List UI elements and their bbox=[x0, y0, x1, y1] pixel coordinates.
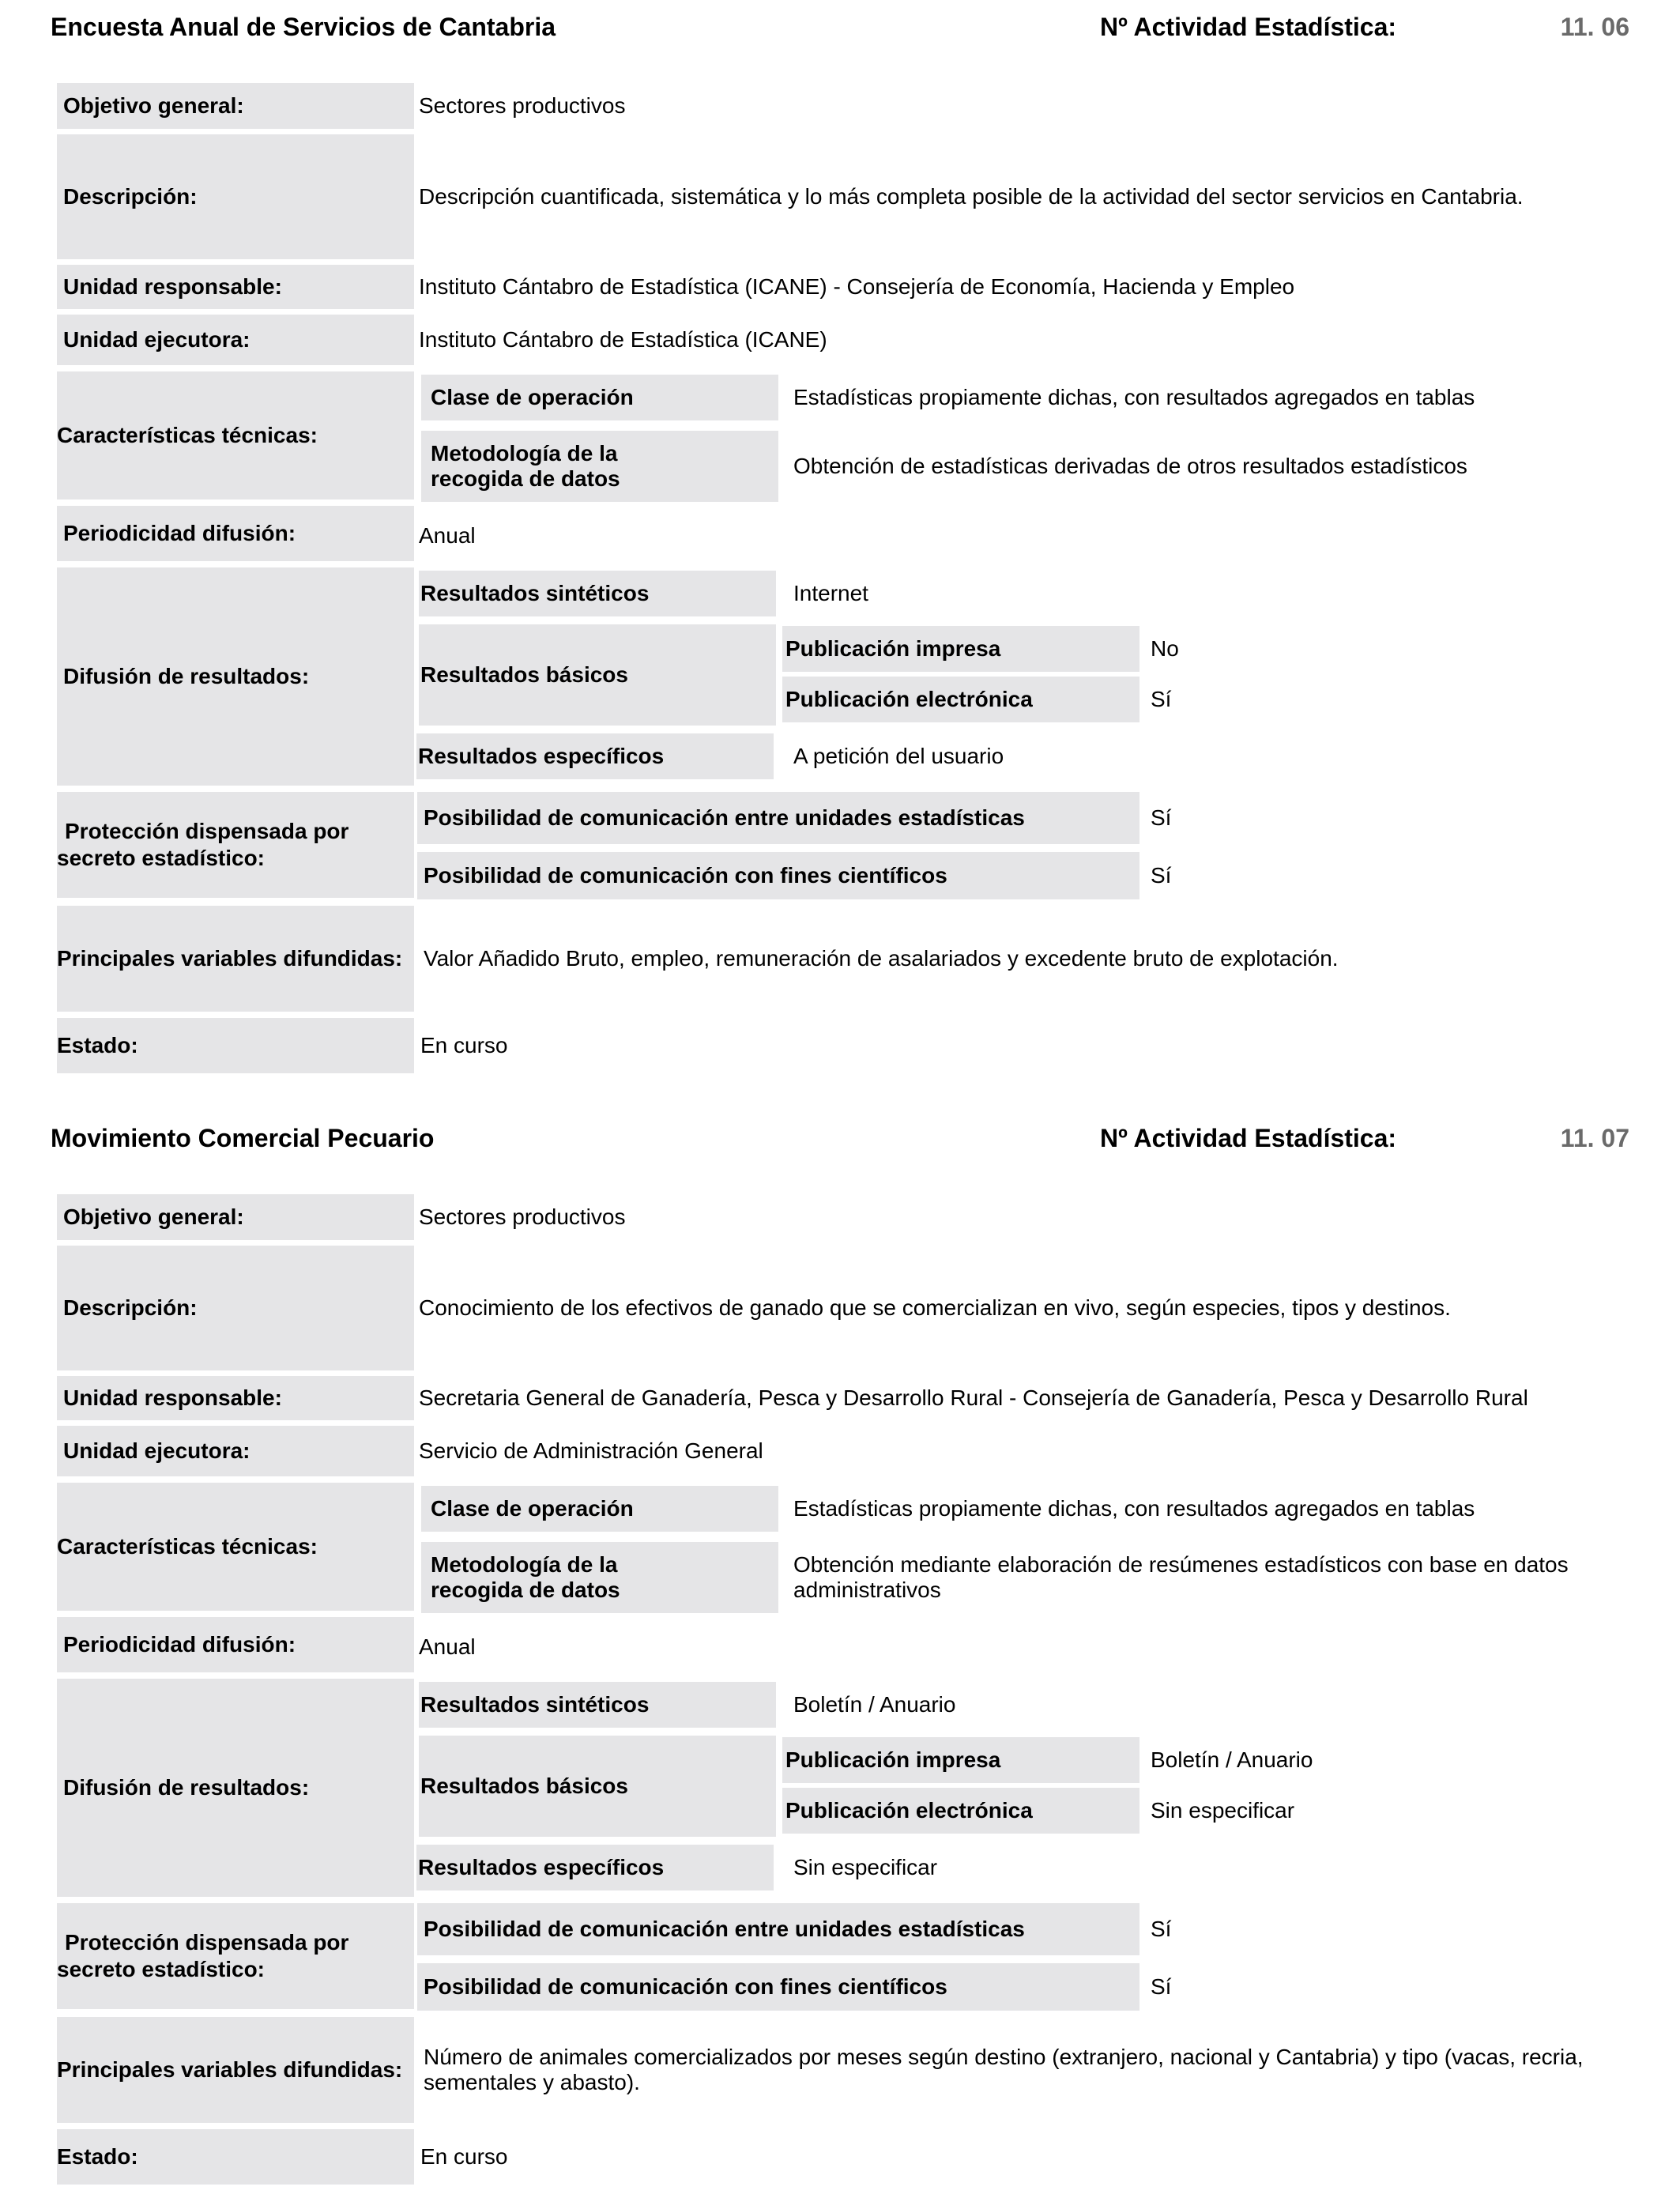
objetivo-value: Sectores productivos bbox=[419, 93, 626, 118]
proteccion-label bbox=[57, 792, 414, 898]
descripcion-label: Descripción: bbox=[57, 134, 414, 259]
com-cientificos-value: Sí bbox=[1151, 1974, 1172, 1999]
sinteticos-value: Boletín / Anuario bbox=[793, 1692, 956, 1717]
metodologia-label bbox=[421, 1542, 778, 1613]
basicos-label: Resultados básicos bbox=[419, 624, 776, 726]
com-cientificos-label: Posibilidad de comunicación con fines científicos bbox=[417, 1963, 1139, 2011]
com-cientificos-label: Posibilidad de comunicación con fines científicos bbox=[417, 852, 1139, 899]
ejecutora-label: Unidad ejecutora: bbox=[57, 1426, 414, 1476]
com-unidades-value: Sí bbox=[1151, 805, 1172, 830]
ejecutora-value: Servicio de Administración General bbox=[419, 1438, 763, 1463]
activity-number-label: Nº Actividad Estadística: bbox=[1100, 13, 1397, 41]
variables-value: Número de animales comercializados por meses según destino (extranjero, nacional y Cantabria) y tipo (vacas, recria, sementales y abasto). bbox=[424, 2045, 1584, 2094]
objetivo-label: Objetivo general: bbox=[57, 83, 414, 129]
sinteticos-value: Internet bbox=[793, 581, 868, 605]
periodicidad-value: Anual bbox=[419, 1634, 476, 1659]
com-unidades-label: Posibilidad de comunicación entre unidades estadísticas bbox=[417, 1903, 1139, 1955]
ejecutora-value: Instituto Cántabro de Estadística (ICANE) bbox=[419, 327, 827, 352]
activity-number: 11. 06 bbox=[1560, 13, 1629, 41]
descripcion-value: Descripción cuantificada, sistemática y lo más completa posible de la actividad del sector servicios en Cantabria. bbox=[419, 184, 1524, 209]
sinteticos-label: Resultados sintéticos bbox=[419, 1682, 776, 1728]
proteccion-label-line1: Protección dispensada por bbox=[65, 1930, 349, 1955]
clase-value: Estadísticas propiamente dichas, con resultados agregados en tablas bbox=[793, 385, 1475, 409]
impresa-value: No bbox=[1151, 636, 1179, 661]
caracteristicas-label: Características técnicas: bbox=[57, 371, 414, 499]
section-title: Encuesta Anual de Servicios de Cantabria bbox=[51, 13, 556, 41]
estado-label: Estado: bbox=[57, 1018, 414, 1073]
difusion-label: Difusión de resultados: bbox=[57, 1679, 414, 1897]
impresa-value: Boletín / Anuario bbox=[1151, 1747, 1313, 1772]
activity-number-label: Nº Actividad Estadística: bbox=[1100, 1124, 1397, 1152]
estado-value: En curso bbox=[420, 2144, 508, 2169]
descripcion-label: Descripción: bbox=[57, 1246, 414, 1370]
responsable-value: Secretaria General de Ganadería, Pesca y Desarrollo Rural - Consejería de Ganadería, Pesca y Desarrollo Rural bbox=[419, 1385, 1528, 1410]
basicos-label: Resultados básicos bbox=[419, 1736, 776, 1837]
clase-label: Clase de operación bbox=[421, 375, 778, 420]
electronica-label: Publicación electrónica bbox=[782, 1788, 1139, 1834]
metodologia-label bbox=[421, 431, 778, 502]
difusion-label: Difusión de resultados: bbox=[57, 567, 414, 786]
electronica-value: Sí bbox=[1151, 687, 1172, 711]
periodicidad-label: Periodicidad difusión: bbox=[57, 506, 414, 561]
proteccion-label-line1: Protección dispensada por bbox=[65, 819, 349, 843]
caracteristicas-label: Características técnicas: bbox=[57, 1483, 414, 1611]
especificos-value: A petición del usuario bbox=[793, 744, 1004, 768]
section-title: Movimiento Comercial Pecuario bbox=[51, 1124, 435, 1152]
metodologia-label-line2: recogida de datos bbox=[431, 1578, 620, 1602]
objetivo-label: Objetivo general: bbox=[57, 1194, 414, 1240]
especificos-label: Resultados específicos bbox=[416, 733, 774, 779]
estado-value: En curso bbox=[420, 1033, 508, 1057]
activity-number: 11. 07 bbox=[1560, 1124, 1629, 1152]
responsable-label: Unidad responsable: bbox=[57, 1376, 414, 1420]
com-unidades-label: Posibilidad de comunicación entre unidades estadísticas bbox=[417, 792, 1139, 844]
proteccion-label bbox=[57, 1903, 414, 2009]
clase-value: Estadísticas propiamente dichas, con resultados agregados en tablas bbox=[793, 1496, 1475, 1521]
impresa-label: Publicación impresa bbox=[782, 1737, 1139, 1783]
estado-label: Estado: bbox=[57, 2129, 414, 2185]
variables-label: Principales variables difundidas: bbox=[57, 906, 414, 1012]
metodologia-label-line2: recogida de datos bbox=[431, 466, 620, 491]
especificos-value: Sin especificar bbox=[793, 1855, 938, 1879]
proteccion-label-line2: secreto estadístico: bbox=[57, 846, 265, 870]
ejecutora-label: Unidad ejecutora: bbox=[57, 315, 414, 365]
com-cientificos-value: Sí bbox=[1151, 863, 1172, 888]
especificos-label: Resultados específicos bbox=[416, 1845, 774, 1891]
variables-label: Principales variables difundidas: bbox=[57, 2017, 414, 2123]
clase-label: Clase de operación bbox=[421, 1486, 778, 1532]
electronica-value: Sin especificar bbox=[1151, 1798, 1295, 1823]
proteccion-label-line2: secreto estadístico: bbox=[57, 1957, 265, 1981]
metodologia-value: Obtención de estadísticas derivadas de otros resultados estadísticos bbox=[793, 454, 1467, 478]
electronica-label: Publicación electrónica bbox=[782, 677, 1139, 722]
sinteticos-label: Resultados sintéticos bbox=[419, 571, 776, 616]
periodicidad-value: Anual bbox=[419, 523, 476, 548]
variables-value: Valor Añadido Bruto, empleo, remuneración de asalariados y excedente bruto de explotación. bbox=[424, 946, 1339, 971]
metodologia-value: Obtención mediante elaboración de resúmenes estadísticos con base en datos administrativos bbox=[793, 1552, 1569, 1602]
activity-section-11-07 bbox=[0, 1111, 1680, 2194]
objetivo-value: Sectores productivos bbox=[419, 1204, 626, 1229]
descripcion-value: Conocimiento de los efectivos de ganado que se comercializan en vivo, según especies, tipos y destinos. bbox=[419, 1295, 1451, 1320]
periodicidad-label: Periodicidad difusión: bbox=[57, 1617, 414, 1672]
com-unidades-value: Sí bbox=[1151, 1917, 1172, 1941]
activity-section-11-06 bbox=[0, 0, 1680, 1091]
responsable-label: Unidad responsable: bbox=[57, 265, 414, 309]
metodologia-label-line1: Metodología de la bbox=[431, 1552, 618, 1577]
impresa-label: Publicación impresa bbox=[782, 626, 1139, 672]
responsable-value: Instituto Cántabro de Estadística (ICANE) - Consejería de Economía, Hacienda y Empleo bbox=[419, 274, 1295, 299]
metodologia-label-line1: Metodología de la bbox=[431, 441, 618, 466]
